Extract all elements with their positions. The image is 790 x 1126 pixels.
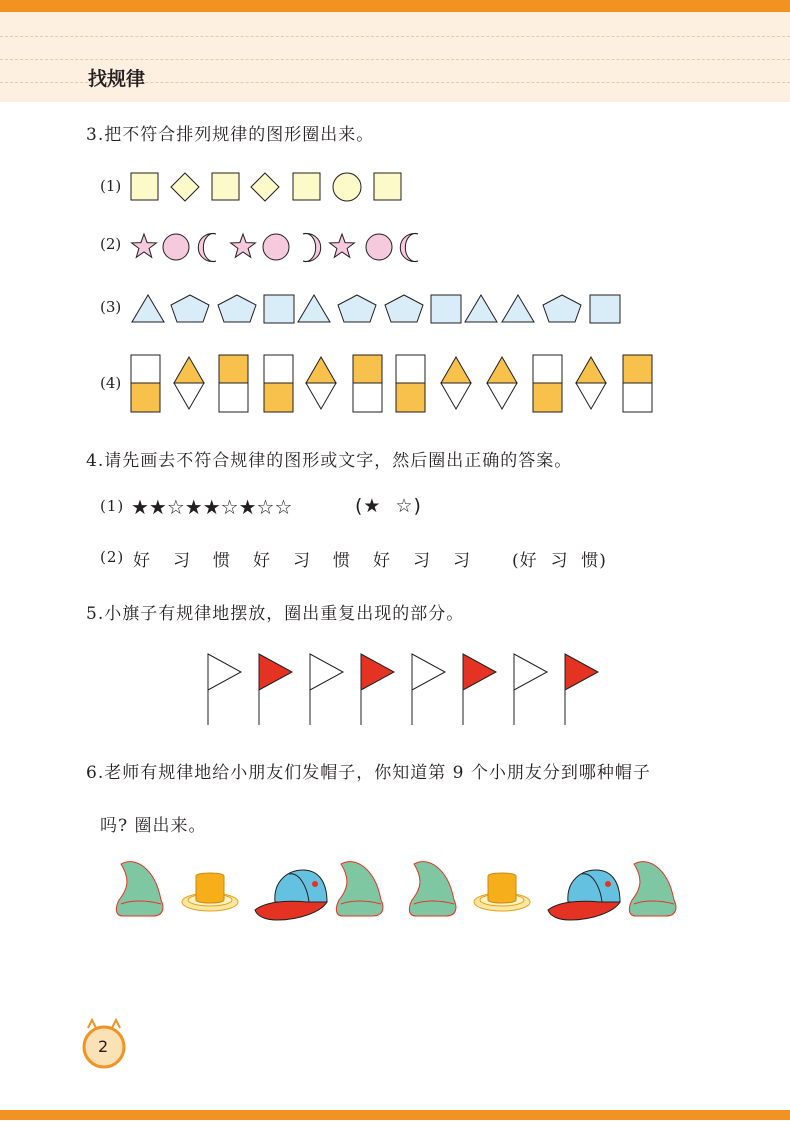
q4-char: 习: [293, 551, 311, 571]
q4-char: 习: [413, 551, 431, 571]
square-shape: [374, 173, 401, 200]
q4-line-2-label: (2): [100, 548, 125, 566]
question-6-text-continued: 吗? 圈出来。: [100, 816, 207, 836]
split-rect-bottom-filled: [264, 355, 293, 412]
pentagon-shape: [338, 295, 376, 322]
star-shape: [132, 234, 157, 257]
split-rect-top-filled: [623, 355, 652, 412]
q4-char: 惯: [333, 551, 351, 571]
q4-line-1-label: (1): [100, 497, 125, 515]
circle-shape: [263, 234, 289, 260]
top-hat: [474, 873, 530, 911]
pentagon-shape: [171, 295, 209, 322]
q3-row-2: [132, 234, 418, 262]
question-4-text: 4.请先画去不符合规律的图形或文字，然后圈出正确的答案。: [86, 451, 573, 471]
baseball-cap: [255, 870, 327, 920]
bottom-accent-bar: [0, 1110, 790, 1120]
baseball-cap: [548, 870, 620, 920]
q4-line-1-options: (★ ☆): [355, 495, 422, 517]
split-rect-bottom-filled: [533, 355, 562, 412]
q3-row-4: [131, 355, 652, 412]
kite-shape: [487, 357, 517, 409]
triangle-shape: [465, 295, 497, 322]
elf-hat: [409, 862, 456, 916]
white-flag: [208, 654, 241, 725]
red-flag: [565, 654, 598, 725]
triangle-shape: [132, 295, 164, 322]
square-shape: [293, 173, 320, 200]
q3-row-1: [131, 173, 401, 201]
square-shape: [264, 295, 294, 323]
square-shape: [590, 295, 620, 323]
q3-row-3: [132, 295, 620, 323]
q3-row-2-label: (2): [100, 235, 122, 253]
question-3-text: 3.把不符合排列规律的图形圈出来。: [86, 125, 375, 145]
red-flag: [463, 654, 496, 725]
q3-row-3-label: (3): [100, 298, 122, 316]
q3-row-4-label: (4): [100, 374, 122, 392]
kite-shape: [576, 357, 606, 409]
question-6-text: 6.老师有规律地给小朋友们发帽子，你知道第 9 个小朋友分到哪种帽子: [86, 763, 651, 783]
split-rect-bottom-filled: [396, 355, 425, 412]
square-shape: [431, 295, 461, 323]
q4-line-2-options: (好 习 惯): [512, 551, 607, 571]
red-flag: [361, 654, 394, 725]
pentagon-shape: [218, 295, 256, 322]
triangle-shape: [298, 295, 330, 322]
question-5-text: 5.小旗子有规律地摆放，圈出重复出现的部分。: [86, 604, 465, 624]
split-rect-top-filled: [353, 355, 382, 412]
moon-shape: [303, 234, 321, 262]
diamond-shape: [251, 173, 279, 201]
page-number: 2: [98, 1037, 109, 1056]
circle-shape: [333, 173, 361, 201]
split-rect-bottom-filled: [131, 355, 160, 412]
diamond-shape: [171, 173, 199, 201]
q5-flags: [208, 654, 598, 725]
pentagon-shape: [543, 295, 581, 322]
elf-hat: [336, 862, 383, 916]
q4-char: 惯: [213, 551, 231, 571]
q4-char: 好: [253, 551, 271, 571]
moon-shape: [400, 234, 418, 262]
q4-char: 好: [133, 551, 151, 571]
top-hat: [182, 873, 238, 911]
circle-shape: [163, 234, 189, 260]
kite-shape: [306, 357, 336, 409]
red-flag: [259, 654, 292, 725]
split-rect-top-filled: [219, 355, 248, 412]
q4-char: 习: [453, 551, 471, 571]
q6-hats: [116, 862, 676, 920]
star-shape: [330, 234, 355, 257]
pentagon-shape: [385, 295, 423, 322]
q4-line-1-sequence: ★★☆★★☆★☆☆: [131, 495, 293, 519]
page-title: 找规律: [88, 68, 146, 90]
square-shape: [131, 173, 158, 200]
kite-shape: [174, 357, 204, 409]
elf-hat: [116, 862, 163, 916]
white-flag: [310, 654, 343, 725]
square-shape: [212, 173, 239, 200]
kite-shape: [441, 357, 471, 409]
q3-row-1-label: (1): [100, 177, 122, 195]
star-shape: [231, 234, 256, 257]
q4-char: 习: [173, 551, 191, 571]
elf-hat: [629, 862, 676, 916]
triangle-shape: [502, 295, 534, 322]
white-flag: [514, 654, 547, 725]
q4-char: 好: [373, 551, 391, 571]
white-flag: [412, 654, 445, 725]
circle-shape: [366, 234, 392, 260]
moon-shape: [198, 234, 216, 262]
